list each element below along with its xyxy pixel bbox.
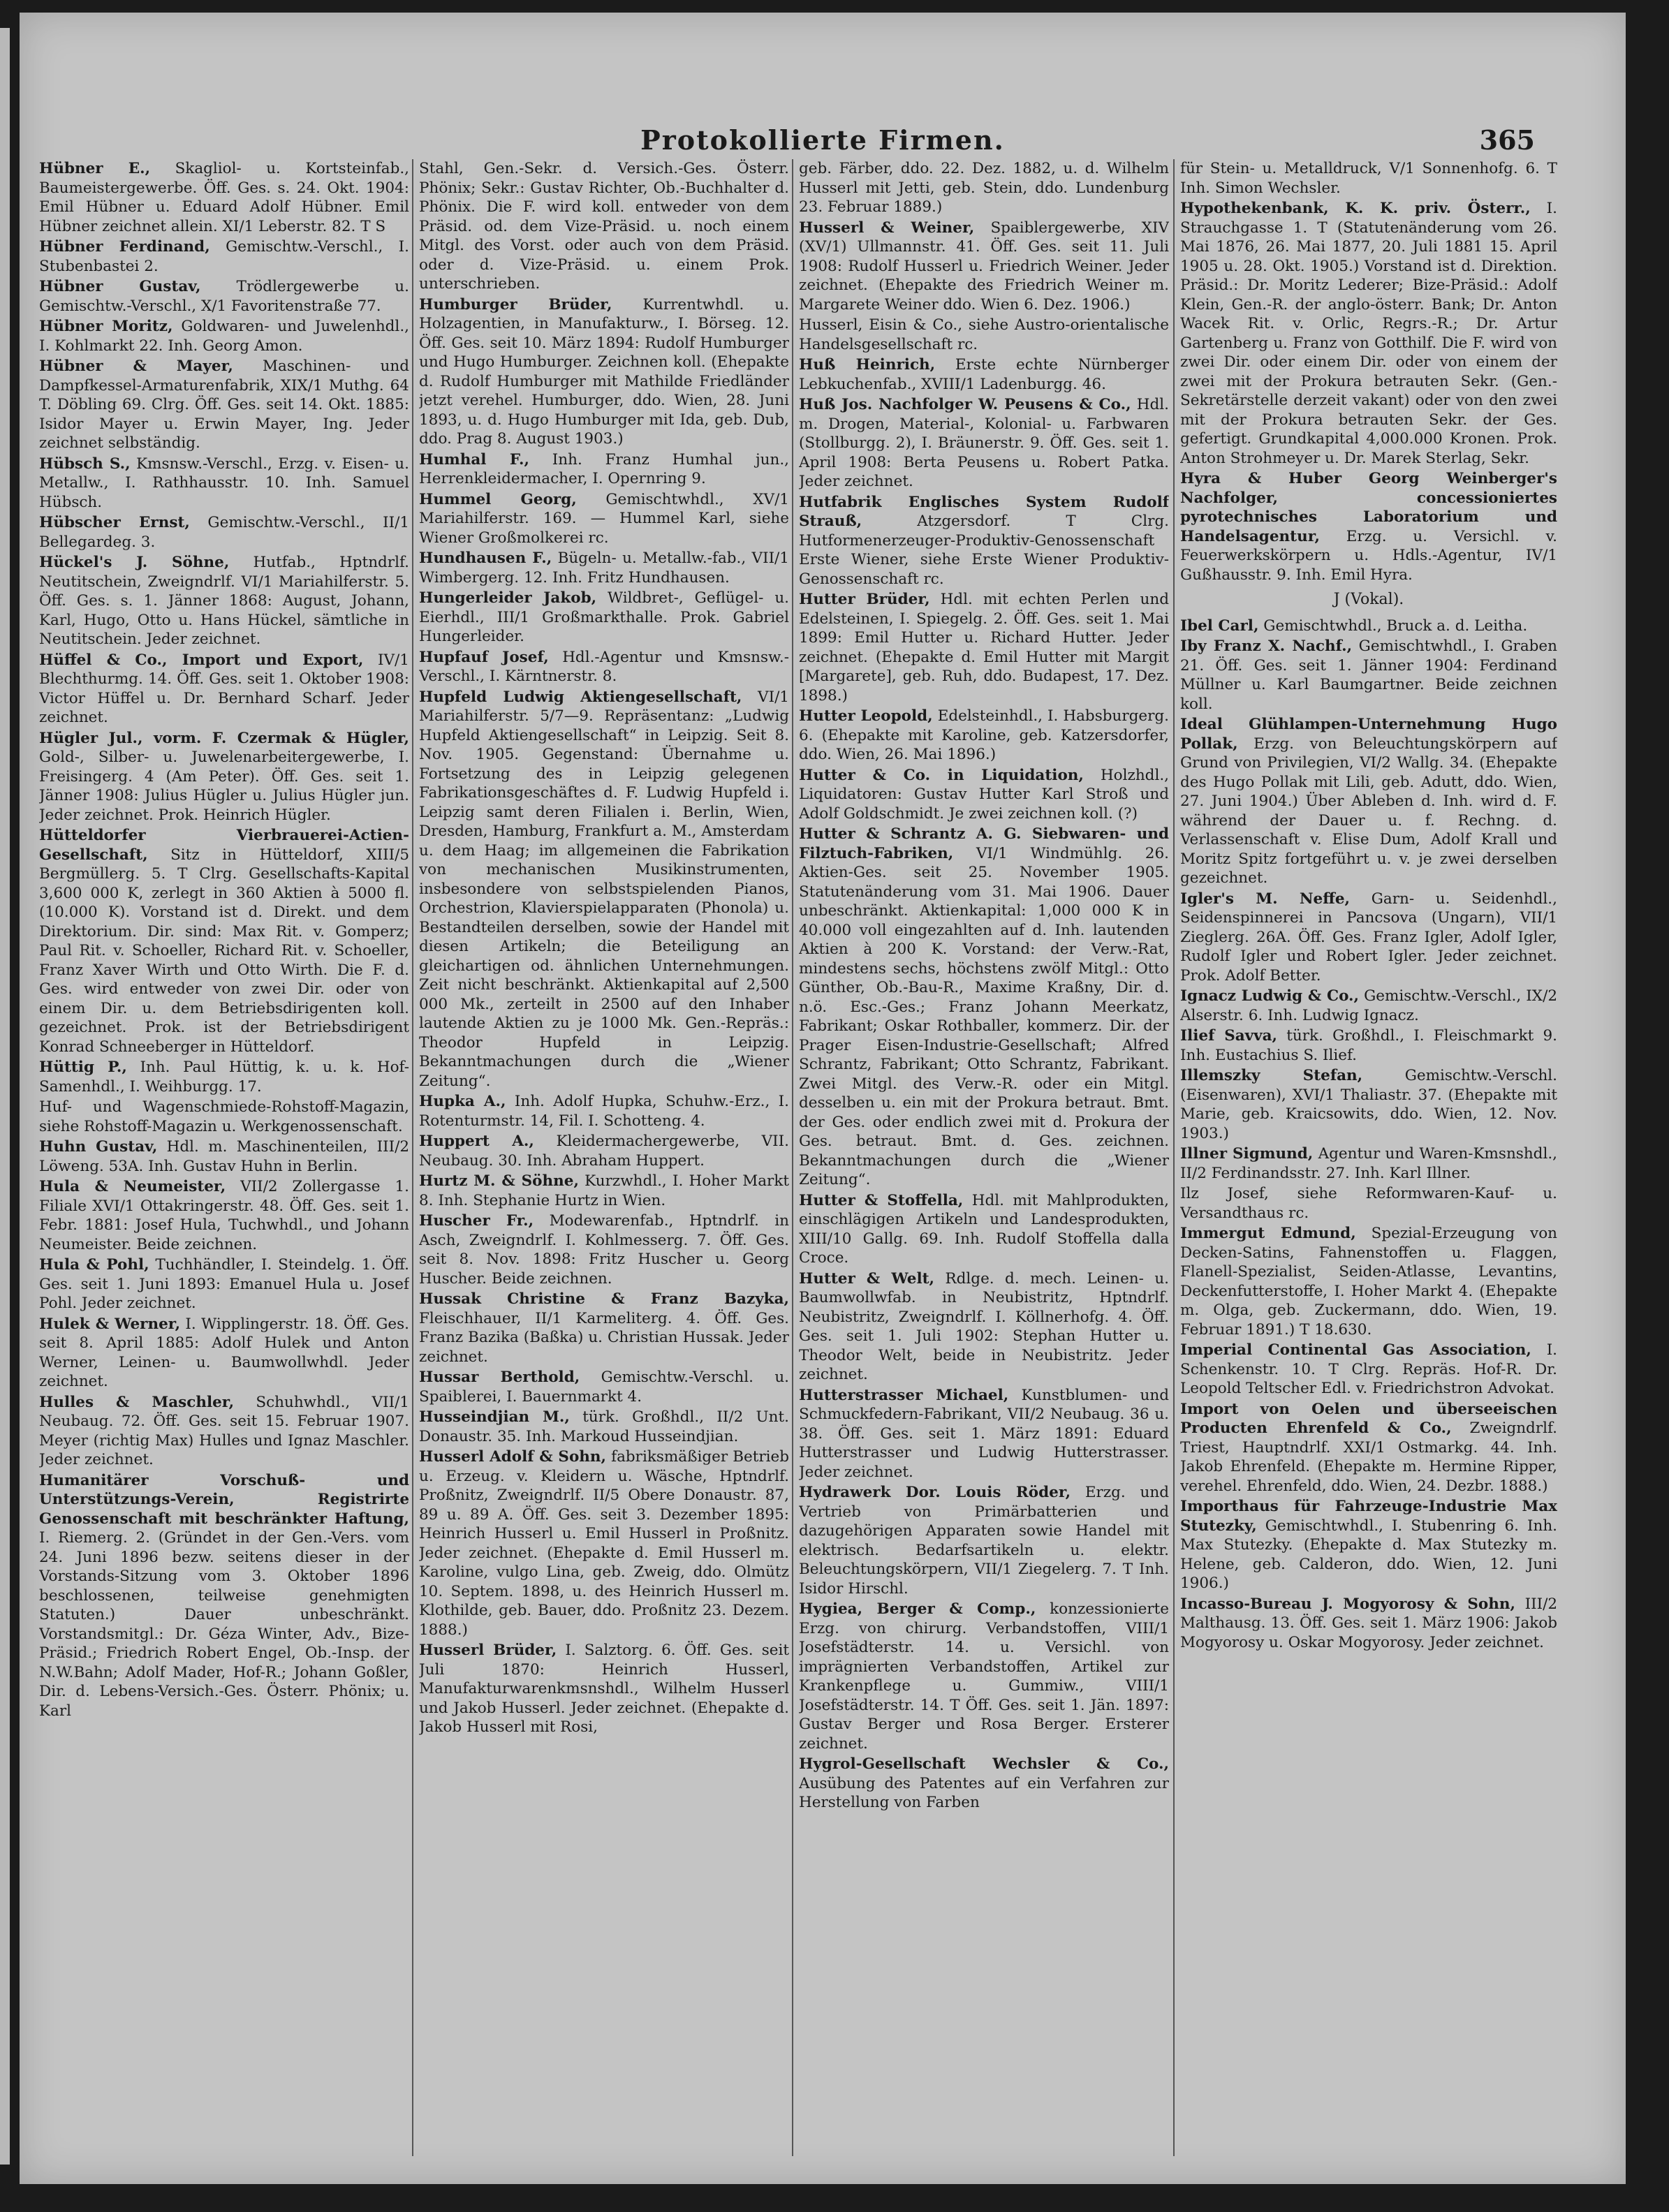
firm-details: Fleischhauer, II/1 Karmeliterg. 4. Öff. Ges. Franz Bazika (Baßka) u. Christian Hussak. Jeder zeichnet. (419, 1309, 789, 1366)
firm-details: konzessionierte Erzg. von chirurg. Verbandstoffen, VIII/1 Josefstädterstr. 14. u. Versichl. von imprägnierten Verbandstoffen, Artikel zur Krankenpflege u. Gummiw., VIII/1 Josefstädterstr. 14. T Öff. Ges. seit 1. Jän. 1897: Gustav Berger und Rosa Berger. Ersterer zeichnet. (799, 1600, 1169, 1753)
directory-entry (39, 1255, 409, 1313)
firm-name: Import von Oelen und überseeischen Producten Ehrenfeld & Co., (1180, 1400, 1557, 1437)
firm-name: Illner Sigmund, (1180, 1145, 1314, 1163)
firm-name: Hupka A., (419, 1093, 506, 1110)
directory-entry (1180, 1224, 1557, 1339)
firm-name: Humhal F., (419, 450, 529, 469)
firm-name: Hutter Brüder, (799, 591, 930, 608)
directory-entry (39, 1058, 409, 1096)
firm-name: Hygrol-Gesellschaft Wechsler & Co., (799, 1755, 1169, 1773)
column-rule (792, 159, 793, 2156)
directory-entry (799, 1191, 1169, 1268)
firm-name: Hyra & Huber Georg Weinberger's Nachfolger, concessioniertes pyrotechnisches Laboratorium und Handelsagentur, (1180, 470, 1557, 545)
directory-entry (39, 1137, 409, 1176)
directory-entry (39, 159, 409, 236)
directory-entry (419, 1290, 789, 1366)
directory-entry (799, 1269, 1169, 1385)
firm-name: Ignacz Ludwig & Co., (1180, 987, 1360, 1005)
directory-entry (1180, 1341, 1557, 1399)
firm-name: Hübner Moritz, (39, 318, 173, 335)
firm-name: Imperial Continental Gas Association, (1180, 1341, 1531, 1359)
firm-name: Hutterstrasser Michael, (799, 1386, 1009, 1404)
firm-details: Kurzwhdl., I. Hoher Markt 8. Inh. Stephanie Hurtz in Wien. (419, 1172, 789, 1209)
firm-name: Hübscher Ernst, (39, 514, 190, 531)
firm-details: Inh. Adolf Hupka, Schuhw.-Erz., I. Rotenturmstr. 14, Fil. I. Schotteng. 4. (419, 1093, 789, 1130)
directory-entry (419, 1408, 789, 1446)
firm-details: Atzgersdorf. T Clrg. Hutformenerzeuger-Produktiv-Genossenschaft Erste Wiener, siehe Erste Wiener Produktiv-Genossenschaft rc. (799, 513, 1169, 588)
firm-name: Hygiea, Berger & Comp., (799, 1600, 1036, 1618)
firm-name: Husseindjian M., (419, 1408, 570, 1426)
firm-details: Erzg. u. Versichl. v. Feuerwerkskörpern u. Hdls.-Agentur, IV/1 Gußhausstr. 9. Inh. Emil Hyra. (1180, 527, 1557, 584)
directory-entry (1180, 159, 1557, 198)
directory-entry (1180, 199, 1557, 468)
firm-name: Huhn Gustav, (39, 1138, 158, 1156)
directory-entry (1180, 637, 1557, 714)
directory-entry (1180, 1400, 1557, 1496)
firm-details: Garn- u. Seidenhdl., Seidenspinnerei in Pancsova (Ungarn), VII/1 Zieglerg. 26A. Öff. Ges. Franz Igler, Adolf Igler, Rudolf Igler und Robert Igler. Jeder zeichnet. Prok. Adolf Better. (1180, 890, 1557, 985)
firm-details: türk. Großhdl., II/2 Unt. Donaustr. 35. Inh. Markoud Husseindjian. (419, 1408, 789, 1445)
column-rule (412, 159, 413, 2156)
firm-name: Hula & Pohl, (39, 1256, 149, 1274)
firm-details: Gemischtwhdl., Bruck a. d. Leitha. (1263, 617, 1528, 635)
directory-entry (39, 651, 409, 728)
firm-details: Erste echte Nürnberger Lebkuchenfab., XVIII/1 Ladenburgg. 46. (799, 356, 1169, 393)
firm-name: Husserl & Weiner, (799, 219, 975, 237)
firm-details: VII/2 Zollergasse 1. Filiale XVI/1 Ottakringerstr. 48. Öff. Ges. seit 1. Febr. 1881: Josef Hula, Tuchwhdl., und Johann Neumeister. Beide zeichnen. (39, 1178, 409, 1253)
firm-name: Huß Jos. Nachfolger W. Peusens & Co., (799, 396, 1131, 413)
directory-entry (419, 648, 789, 686)
firm-name: Ideal Glühlampen-Unternehmung Hugo Pollak, (1180, 716, 1557, 753)
directory-entry (419, 490, 789, 548)
directory-entry (39, 317, 409, 355)
firm-name: Huscher Fr., (419, 1212, 534, 1230)
directory-entry (419, 1447, 789, 1639)
firm-name: Husserl Brüder, (419, 1642, 557, 1659)
directory-entry (39, 1393, 409, 1470)
directory-entry (39, 826, 409, 1056)
firm-details: Holzhdl., Liquidatoren: Gustav Hutter Karl Stroß und Adolf Goldschmidt. Je zwei zeichnen koll. (?) (799, 766, 1169, 823)
firm-name: Hütteldorfer Vierbrauerei-Actien-Gesellschaft, (39, 827, 409, 864)
directory-entry (1180, 1066, 1557, 1143)
firm-details: Hdl. mit echten Perlen und Edelsteinen, I. Spiegelg. 2. Öff. Ges. seit 1. Mai 1899: Emil Hutter u. Richard Hutter. Jeder zeichnet. (Ehepakte d. Emil Hutter mit Margit [Margarete], geb. Ruh, ddo. Budapest, 17. Dez. 1898.) (799, 591, 1169, 705)
firm-details: Hdl. m. Drogen, Material-, Kolonial- u. Farbwaren (Stollburgg. 2), I. Bräunerstr. 9. Öff. Ges. seit 1. April 1908: Berta Peusens u. Robert Patka. Jeder zeichnet. (799, 396, 1169, 490)
firm-details: Inh. Franz Humhal jun., Herrenkleidermacher, I. Opernring 9. (419, 450, 789, 487)
firm-details: Kurrentwhdl. u. Holzagentien, in Manufakturw., I. Börseg. 12. Öff. Ges. seit 10. März 1894: Rudolf Humburger und Hugo Humburger. Zeichnen koll. (Ehepakte d. Rudolf Humburger mit Mathilde Friedländer jetzt verehel. Humburger, ddo. Wien, 28. Juni 1893, u. d. Hugo Humburger mit Ida, geb. Dub, ddo. Prag 8. August 1903.) (419, 295, 789, 448)
firm-details: Trödlergewerbe u. Gemischtw.-Verschl., X/1 Favoritenstraße 77. (39, 278, 409, 315)
firm-name: Hummel Georg, (419, 490, 577, 508)
directory-entry (39, 1098, 409, 1136)
directory-entry (419, 159, 789, 294)
firm-name: Ibel Carl, (1180, 617, 1259, 635)
firm-name: Huppert A., (419, 1133, 534, 1150)
page-number: 365 (1479, 124, 1535, 156)
firm-name: Hulles & Maschler, (39, 1393, 235, 1411)
column-2 (419, 159, 789, 2156)
firm-details: Zweigndrlf. Triest, Hauptndrlf. XXI/1 Ostmarkg. 44. Inh. Jakob Ehrenfeld. (Ehepakte m. Hermine Ripper, verehel. Ehrenfeld, ddo. Wien, 24. Dezbr. 1888.) (1180, 1420, 1557, 1495)
directory-entry (799, 825, 1169, 1190)
firm-details: Edelsteinhdl., I. Habsburgerg. 6. (Ehepakte mit Karoline, geb. Katzersdorfer, ddo. Wien, 26. Mai 1896.) (799, 707, 1169, 763)
firm-details: Kleidermachergewerbe, VII. Neubaug. 30. Inh. Abraham Huppert. (419, 1133, 789, 1170)
directory-entry (1180, 987, 1557, 1025)
firm-details: I. Schenkenstr. 10. T Clrg. Repräs. Hof-R. Dr. Leopold Teltscher Edl. v. Friedrichstron Advokat. (1180, 1341, 1557, 1397)
directory-entry (799, 1600, 1169, 1753)
firm-details: Erzg. und Vertrieb von Primärbatterien und dazugehörigen Apparaten sowie Handel mit elektrisch. Bedarfsartikeln u. elektr. Beleuchtungskörpern, VII/1 Ziegelerg. 7. T Inh. Isidor Hirschl. (799, 1484, 1169, 1598)
directory-entry (39, 455, 409, 513)
firm-details: Gemischtw.-Verschl., I. Stubenbastei 2. (39, 238, 409, 275)
directory-entry (1180, 1184, 1557, 1223)
directory-entry (39, 237, 409, 276)
firm-details: Schuhwhdl., VII/1 Neubaug. 72. Öff. Ges. seit 15. Februar 1907. Meyer (richtig Max) Hulles und Ignaz Maschler. Jeder zeichnet. (39, 1393, 409, 1468)
firm-details: Rdlge. d. mech. Leinen- u. Baumwollwfab. in Neubistritz, Hptndrlf. Neubistritz, Zweigndrlf. I. Köllnerhofg. 4. Öff. Ges. seit 1. Juli 1902: Stephan Hutter u. Theodor Welt, beide in Neubistritz. Jeder zeichnet. (799, 1269, 1169, 1383)
directory-entry (419, 1092, 789, 1130)
firm-name: Hupfeld Ludwig Aktiengesellschaft, (419, 688, 742, 706)
firm-name: Immergut Edmund, (1180, 1225, 1356, 1242)
directory-entry (39, 513, 409, 552)
firm-name: Incasso-Bureau J. Mogyorosy & Sohn, (1180, 1595, 1515, 1613)
firm-name: Hussak Christine & Franz Bazyka, (419, 1290, 789, 1308)
firm-details: Gemischtwhdl., I. Graben 21. Öff. Ges. seit 1. Jänner 1904: Ferdinand Müllner u. Karl Baumgartner. Beide zeichnen koll. (1180, 637, 1557, 713)
directory-entry (39, 1471, 409, 1721)
directory-entry (39, 357, 409, 453)
directory-entry (799, 1755, 1169, 1813)
directory-entry (419, 589, 789, 647)
firm-details: Bügeln- u. Metallw.-fab., VII/1 Wimbergerg. 12. Inh. Fritz Hundhausen. (419, 550, 789, 587)
firm-name: Hurtz M. & Söhne, (419, 1172, 579, 1190)
firm-details: Spaiblergewerbe, XIV (XV/1) Ullmannstr. 41. Öff. Ges. seit 11. Juli 1908: Rudolf Husserl u. Friedrich Weiner. Jeder zeichnet. (Ehepakte des Friedrich Weiner m. Margarete Weiner ddo. Wien 6. Dez. 1906.) (799, 219, 1169, 314)
firm-details: Kmsnsw.-Verschl., Erzg. v. Eisen- u. Metallw., I. Rathhausstr. 10. Inh. Samuel Hübsch. (39, 455, 409, 511)
firm-name: Hupfauf Josef, (419, 648, 549, 666)
directory-entry (1180, 1497, 1557, 1593)
directory-entry (799, 316, 1169, 354)
firm-name: Hutfabrik Englisches System Rudolf Strauß, (799, 493, 1169, 530)
column-4 (1180, 159, 1557, 2156)
firm-details: geb. Färber, ddo. 22. Dez. 1882, u. d. Wilhelm Husserl mit Jetti, geb. Stein, ddo. Lundenburg 23. Februar 1889.) (799, 160, 1169, 216)
firm-name: Hübsch S., (39, 455, 131, 473)
firm-details: Gemischtw.-Verschl. u. Spaiblerei, I. Bauernmarkt 4. (419, 1369, 789, 1406)
firm-name: Hübner E., (39, 160, 151, 177)
firm-details: I. Salztorg. 6. Öff. Ges. seit Juli 1870: Heinrich Husserl, Manufakturwarenkmsnshdl., Wilhelm Husserl und Jakob Husserl. Jeder zeichnet. (Ehepakte d. Jakob Husserl mit Rosi, (419, 1642, 789, 1736)
firm-name: Hundhausen F., (419, 550, 552, 567)
directory-entry (419, 1132, 789, 1170)
firm-details: Sitz in Hütteldorf, XIII/5 Bergmüllerg. 5. T Clrg. Gesellschafts-Kapital 3,600 000 K, zerlegt in 360 Aktien à 5000 fl. (10.000 K). Vorstand ist d. Direkt. und dem Direktorium. Dir. sind: Max Rit. v. Gomperz; Paul Rit. v. Schoeller, Richard Rit. v. Schoeller, Franz Xaver Wirth und Otto Wirth. Die F. d. Ges. wird entweder von zwei Dir. oder von einem Dir. u. dem Betriebsdirigenten koll. gezeichnet. Prok. ist der Betriebsdirigent Konrad Schneeberger in Hütteldorf. (39, 846, 409, 1056)
directory-entry (419, 1211, 789, 1288)
firm-name: Igler's M. Neffe, (1180, 890, 1351, 908)
firm-name: Husserl Adolf & Sohn, (419, 1448, 607, 1466)
firm-name: Illemszky Stefan, (1180, 1067, 1363, 1084)
firm-details: Gold-, Silber- u. Juwelenarbeitergewerbe, I. Freisingerg. 4 (Am Peter). Öff. Ges. seit 1. Jänner 1908: Julius Hügler u. Julius Hügler jun. Jeder zeichnet. Prok. Heinrich Hügler. (39, 749, 409, 824)
firm-name: Hutter & Stoffella, (799, 1191, 964, 1209)
directory-entry (799, 1483, 1169, 1598)
firm-name: Hüffel & Co., Import und Export, (39, 651, 364, 669)
directory-entry (799, 219, 1169, 315)
section-heading: J (Vokal). (1333, 591, 1404, 608)
directory-entry (419, 688, 789, 1091)
firm-details: III/2 Malthausg. 13. Öff. Ges. seit 1. März 1906: Jakob Mogyorosy u. Oskar Mogyorosy. Jeder zeichnet. (1180, 1595, 1557, 1651)
firm-name: Hübner Ferdinand, (39, 238, 210, 256)
directory-entry (1180, 1144, 1557, 1183)
firm-details: Ilz Josef, siehe Reformwaren-Kauf- u. Versandthaus rc. (1180, 1185, 1557, 1222)
directory-entry (39, 1315, 409, 1392)
firm-name: Hutter Leopold, (799, 707, 933, 725)
directory-entry (419, 549, 789, 587)
firm-details: I. Riemerg. 2. (Gründet in der Gen.-Vers. vom 24. Juni 1896 bezw. seitens dieser in der Vorstands-Sitzung vom 3. Oktober 1896 beschlossenen, teilweise genehmigten Statuten.) Dauer unbeschränkt. Vorstandsmitgl.: Dr. Géza Winter, Adv., Bize-Präsid.; Friedrich Robert Engel, Ob.-Insp. der N.W.Bahn; Adolf Mader, Hof-R.; Johann Goßler, Dir. d. Lebens-Versich.-Ges. Österr. Phönix; u. Karl (39, 1529, 409, 1720)
firm-name: Huß Heinrich, (799, 356, 936, 374)
firm-name: Hutter & Co. in Liquidation, (799, 766, 1084, 784)
firm-details: Hdl.-Agentur und Kmsnsw.-Verschl., I. Kärntnerstr. 8. (419, 648, 789, 685)
firm-details: fabriksmäßiger Betrieb u. Erzeug. v. Kleidern u. Wäsche, Hptndrlf. Proßnitz, Zweigndrlf. II/5 Obere Donaustr. 87, 89 u. 89 A. Öff. Ges. seit 3. Dezember 1895: Heinrich Husserl u. Emil Husserl in Proßnitz. Jeder zeichnet. (Ehepakte d. Emil Husserl m. Karoline, vulgo Lina, geb. Zweig, ddo. Olmütz 10. Septem. 1898, u. des Heinrich Husserl m. Klothilde, geb. Bauer, ddo. Proßnitz 23. Dezem. 1888.) (419, 1448, 789, 1639)
firm-name: Hungerleider Jakob, (419, 589, 597, 607)
firm-details: Gemischtwhdl., I. Stubenring 6. Inh. Max Stutezky. (Ehepakte d. Max Stutezky m. Helene, geb. Calderon, ddo. Wien, 12. Juni 1906.) (1180, 1517, 1557, 1592)
firm-name: Hübner Gustav, (39, 278, 201, 295)
firm-details: Gemischtw.-Verschl., IX/2 Alserstr. 6. Inh. Ludwig Ignacz. (1180, 987, 1557, 1024)
directory-entry (799, 159, 1169, 217)
directory-entry (39, 1177, 409, 1254)
firm-details: Hdl. m. Maschinenteilen, III/2 Löweng. 53A. Inh. Gustav Huhn in Berlin. (39, 1138, 409, 1175)
firm-details: Agentur und Waren-Kmsnshdl., II/2 Ferdinandsstr. 27. Inh. Karl Illner. (1180, 1145, 1557, 1182)
firm-details: Ausübung des Patentes auf ein Verfahren zur Herstellung von Farben (799, 1774, 1169, 1811)
firm-details: Gemischtwhdl., XV/1 Mariahilferstr. 169. — Hummel Karl, siehe Wiener Großmolkerei rc. (419, 490, 789, 547)
directory-entry (1180, 469, 1557, 584)
directory-entry (799, 766, 1169, 824)
directory-entry (1180, 1595, 1557, 1653)
directory-entry (799, 355, 1169, 394)
firm-details: Kunstblumen- und Schmuckfedern-Fabrikant, VII/2 Neubaug. 36 u. 38. Öff. Ges. seit 1. März 1891: Eduard Hutterstrasser und Ludwig Hutterstrasser. Jeder zeichnet. (799, 1386, 1169, 1481)
directory-entry (799, 493, 1169, 589)
column-1 (39, 159, 409, 2156)
column-rule (1173, 159, 1175, 2156)
firm-details: I. Wipplingerstr. 18. Öff. Ges. seit 8. April 1885: Adolf Hulek und Anton Werner, Leinen- u. Baumwollwhdl. Jeder zeichnet. (39, 1315, 409, 1390)
directory-entry (39, 729, 409, 825)
firm-details: Hdl. mit Mahlprodukten, einschlägigen Artikeln und Landesprodukten, XIII/10 Gallg. 69. Inh. Rudolf Stoffella dalla Croce. (799, 1191, 1169, 1267)
directory-entry (1180, 617, 1557, 636)
firm-name: Importhaus für Fahrzeuge-Industrie Max Stutezky, (1180, 1498, 1557, 1535)
directory-entry (799, 590, 1169, 705)
firm-details: Tuchhändler, I. Steindelg. 1. Öff. Ges. seit 1. Juni 1893: Emanuel Hula u. Josef Pohl. Jeder zeichnet. (39, 1256, 409, 1312)
directory-entry (1180, 1026, 1557, 1065)
firm-name: Hübner & Mayer, (39, 357, 233, 375)
firm-details: Gemischtw.-Verschl. (Eisenwaren), XVI/1 Thaliastr. 37. (Ehepakte mit Marie, geb. Kraicsowits, ddo. Wien, 12. Nov. 1903.) (1180, 1067, 1557, 1142)
firm-details: Gemischtw.-Verschl., II/1 Bellegardeg. 3. (39, 514, 409, 551)
firm-details: Skagliol- u. Kortsteinfab., Baumeistergewerbe. Öff. Ges. s. 24. Okt. 1904: Emil Hübner u. Eduard Adolf Hübner. Emil Hübner zeichnet allein. XI/1 Leberstr. 82. T S (39, 160, 409, 235)
directory-entry (419, 1172, 789, 1210)
directory-entry (39, 553, 409, 649)
firm-details: Stahl, Gen.-Sekr. d. Versich.-Ges. Österr. Phönix; Sekr.: Gustav Richter, Ob.-Buchhalter d. Phönix. Die F. wird koll. entweder von dem Präsid. od. dem Vize-Präsid. u. noch einem Mitgl. des Vorst. oder auch von dem Präsid. oder d. Vize-Präsid. u. einem Prok. unterschrieben. (419, 160, 789, 293)
firm-details: Hutfab., Hptndrlf. Neutitschein, Zweigndrlf. VI/1 Mariahilferstr. 5. Öff. Ges. s. 1. Jänner 1868: August, Johann, Karl, Hugo, Otto u. Hans Hückel, sämtliche in Neutitschein. Jeder zeichnet. (39, 554, 409, 648)
firm-details: Goldwaren- und Juwelenhdl., I. Kohlmarkt 22. Inh. Georg Amon. (39, 318, 409, 355)
firm-details: Inh. Paul Hüttig, k. u. k. Hof-Samenhdl., I. Weihburgg. 17. (39, 1059, 409, 1096)
firm-details: Maschinen- und Dampfkessel-Armaturenfabrik, XIX/1 Muthg. 64 T. Döbling 69. Clrg. Öff. Ges. seit 14. Okt. 1885: Isidor Mayer u. Erwin Mayer, Ing. Jeder zeichnet selbständig. (39, 357, 409, 452)
adjacent-page-edge (0, 28, 10, 2165)
firm-details: VI/1 Mariahilferstr. 5/7—9. Repräsentanz: „Ludwig Hupfeld Aktiengesellschaft“ in Leipzig. Seit 8. Nov. 1905. Gegenstand: Übernahme u. Fortsetzung des in Leipzig gelegenen Fabrikationsgeschäftes d. F. Ludwig Hupfeld i. Leipzig samt deren Filialen i. Berlin, Wien, Dresden, Hamburg, Frankfurt a. M., Amsterdam u. dem Haag; im allgemeinen die Fabrikation von mechanischen Musikinstrumenten, insbesondere von selbstspielenden Pianos, Orchestrion, Klavierspielapparaten (Phonola) u. Bestandteilen derselben, sowie der Handel mit diesen Artikeln; die Beteiligung an gleichartigen od. ähnlichen Unternehmungen. Zeit nicht beschränkt. Aktienkapital auf 2,500 000 Mk., zerteilt in 2500 auf den Inhaber lautende Aktien zu je 1000 Mk. Gen.-Repräs.: Theodor Hupfeld in Leipzig. Bekanntmachungen durch die „Wiener Zeitung“. (419, 688, 789, 1090)
firm-name: Hügler Jul., vorm. F. Czermak & Hügler, (39, 729, 409, 747)
firm-details: für Stein- u. Metalldruck, V/1 Sonnenhofg. 6. T Inh. Simon Wechsler. (1180, 160, 1557, 197)
firm-name: Hutter & Welt, (799, 1269, 935, 1288)
firm-details: VI/1 Windmühlg. 26. Aktien-Ges. seit 25. November 1905. Statutenänderung vom 31. Mai 1906. Dauer unbeschränkt. Aktienkapital: 1,000 000 K in 40.000 voll eingezahlten auf d. Inh. lautenden Aktien à 200 K. Vorstand: der Verw.-Rat, mindestens sechs, höchstens zwölf Mitgl.: Otto Günther, Ob.-Bau-R., Maxime Kraßny, Dir. d. n.ö. Esc.-Ges.; Franz Johann Meerkatz, Fabrikant; Oskar Rothballer, kommerz. Dir. der Prager Eisen-Industrie-Gesellschaft; Alfred Schrantz, Fabrikant; Otto Schrantz, Fabrikant. Zwei Mitgl. des Verw.-R. oder ein Mitgl. desselben u. ein mit der Prokura betraut. Bmt. der Ges. oder endlich zwei mit d. Prokura der Ges. betraut. Bmt. d. Ges. zeichnen. Bekanntmachungen durch die „Wiener Zeitung“. (799, 844, 1169, 1188)
directory-entry (39, 277, 409, 316)
firm-name: Humburger Brüder, (419, 295, 612, 314)
column-3 (799, 159, 1169, 2156)
firm-details: I. Strauchgasse 1. T (Statutenänderung vom 26. Mai 1876, 26. Mai 1877, 20. Juli 1881 15. April 1905 u. 28. Okt. 1905.) Vorstand ist d. Direktion. Präsid.: Dr. Moritz Lederer; Bize-Präsid.: Adolf Klein, Gen.-R. der anglo-österr. Bank; Dr. Anton Wacek Rit. v. Orlic, Regrs.-R.; Dr. Artur Gartenberg u. Franz von Gotthilf. Die F. wird von zwei Dir. oder einem Dir. oder von einem der zwei mit der Prokura betrauten Sekr. (Gen.-Sekretärstelle derzeit vakant) oder von den zwei mit der Prokura betrauten Sekr. der Ges. gefertigt. Grundkapital 4,000.000 Kronen. Prok. Anton Strohmeyer u. Dr. Marek Sterlag, Sekr. (1180, 200, 1557, 467)
firm-details: Spezial-Erzeugung von Decken-Satins, Fahnenstoffen u. Flaggen, Flanell-Spezialist, Seiden-Atlasse, Levantins, Deckenfutterstoffe, I. Hoher Markt 4. (Ehepakte m. Olga, geb. Zuckermann, ddo. Wien, 19. Februar 1891.) T 18.630. (1180, 1225, 1557, 1339)
firm-name: Hüttig P., (39, 1059, 127, 1076)
firm-name: Hula & Neumeister, (39, 1178, 226, 1195)
firm-details: Husserl, Eisin & Co., siehe Austro-orientalische Handelsgesellschaft rc. (799, 316, 1169, 353)
firm-details: IV/1 Blechthurmg. 14. Öff. Ges. seit 1. Oktober 1908: Victor Hüffel u. Dr. Bernhard Scharf. Jeder zeichnet. (39, 651, 409, 726)
firm-name: Hydrawerk Dor. Louis Röder, (799, 1484, 1071, 1501)
firm-name: Hutter & Schrantz A. G. Siebwaren- und Filztuch-Fabriken, (799, 825, 1169, 862)
firm-details: türk. Großhdl., I. Fleischmarkt 9. Inh. Eustachius S. Ilief. (1180, 1027, 1557, 1064)
firm-name: Ilief Savva, (1180, 1027, 1278, 1045)
firm-name: Hussar Berthold, (419, 1369, 580, 1386)
directory-entry (799, 707, 1169, 765)
directory-entry (419, 1368, 789, 1406)
directory-entry (1180, 890, 1557, 986)
directory-entry (1180, 715, 1557, 888)
firm-name: Hückel's J. Söhne, (39, 554, 230, 571)
firm-details: Huf- und Wagenschmiede-Rohstoff-Magazin, siehe Rohstoff-Magazin u. Werkgenossenschaft. (39, 1098, 409, 1135)
firm-details: Erzg. von Beleuchtungskörpern auf Grund von Privilegien, VI/2 Wallg. 34. (Ehepakte des Hugo Pollak mit Lili, geb. Adutt, ddo. Wien, 27. Juni 1904.) Über Ableben d. Inh. wird d. F. während der Dauer u. f. Rechng. d. Verlassenschaft v. Elise Dum, Adolf Krall und Moritz Spitz fortgeführt u. v. je zwei derselben gezeichnet. (1180, 735, 1557, 887)
directory-entry (419, 1641, 789, 1737)
firm-details: Modewarenfab., Hptndrlf. in Asch, Zweigndrlf. I. Kohlmesserg. 7. Öff. Ges. seit 8. Nov. 1898: Fritz Huscher u. Georg Huscher. Beide zeichnen. (419, 1212, 789, 1288)
directory-entry (799, 395, 1169, 492)
firm-name: Hypothekenbank, K. K. priv. Österr., (1180, 200, 1531, 217)
firm-name: Iby Franz X. Nachf., (1180, 637, 1353, 655)
firm-name: Humanitärer Vorschuß- und Unterstützungs-Verein, Registrirte Genossenschaft mit beschränkter Haftung, (39, 1471, 409, 1528)
running-title: Protokollierte Firmen. (640, 124, 1005, 156)
firm-details: Wildbret-, Geflügel- u. Eierhdl., III/1 Großmarkthalle. Prok. Gabriel Hungerleider. (419, 589, 789, 645)
firm-name: Hulek & Werner, (39, 1315, 181, 1333)
directory-entry (799, 1386, 1169, 1482)
directory-entry (419, 295, 789, 449)
directory-entry (419, 450, 789, 489)
